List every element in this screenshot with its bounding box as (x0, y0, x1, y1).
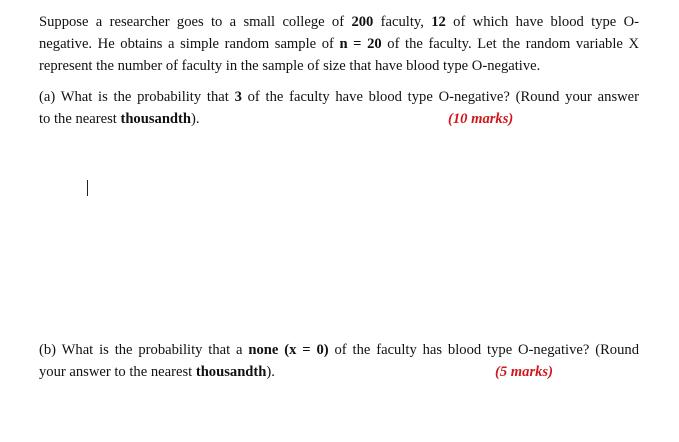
question-b-rounding: thousandth (195, 364, 267, 380)
question-b-line-1: (b) What is the probability that a none (x = 0) of the faculty has blood type O-negative? (Round (39, 342, 639, 358)
question-a (39, 86, 639, 130)
question-a-line-1: (a) What is the probability that 3 of the faculty have blood type O-negative? (Round your answer (39, 89, 639, 105)
statement-line-3: represent the number of faculty in the sample of size that have blood type O-negative. (39, 58, 541, 74)
statement-line-1: Suppose a researcher goes to a small college of 200 faculty, 12 of which have blood type O- (39, 14, 640, 30)
question-b-line-2: your answer to the nearest thousandth). (39, 364, 275, 380)
question-a-count: 3 (234, 89, 242, 105)
problem-statement (39, 11, 639, 77)
text-cursor[interactable] (87, 180, 88, 196)
sample-size: n = 20 (339, 36, 382, 52)
question-a-rounding: thousandth (120, 111, 192, 127)
question-b-marks: (5 marks) (495, 364, 553, 380)
question-a-marks: (10 marks) (448, 111, 514, 127)
faculty-count: 200 (351, 14, 374, 30)
statement-line-2: negative. He obtains a simple random sample of n = 20 of the faculty. Let the random variable X (39, 36, 640, 52)
o-negative-count: 12 (431, 14, 446, 30)
question-a-line-2: to the nearest thousandth). (39, 111, 200, 127)
question-b-condition: none (x = 0) (248, 342, 329, 358)
